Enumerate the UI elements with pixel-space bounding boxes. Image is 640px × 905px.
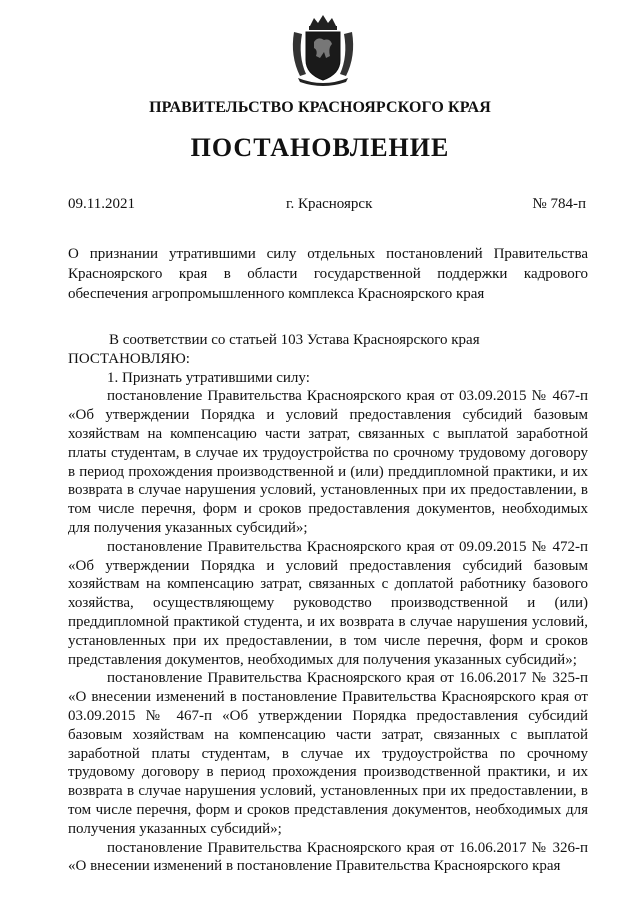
document-type-title: ПОСТАНОВЛЕНИЕ [190, 133, 450, 162]
krasnoyarsk-coat-of-arms-icon [288, 12, 358, 88]
list-item-resolution-325: постановление Правительства Красноярского края от 16.06.2017 № 325-п «О внесении изменений в постановление Правительства Красноярского края от 03.09.2015 № 467-п «Об утверждении Порядка предоставления субсидий базовым хозяйствам на компенсацию части затрат, связанных с выплатой заработной платы студентам, в случае их трудоустройства по срочному трудовому договору в период прохождения производственной практики, и их возврата в случае нарушения условий, установленных при их предоставлении, в том числе перечня, форм и сроков представления документов, необходимых для получения указанных субсидий»; [68, 670, 588, 837]
document-date: 09.11.2021 [68, 196, 135, 212]
list-item-resolution-472: постановление Правительства Красноярского края от 09.09.2015 № 472-п «Об утверждении Порядка и условий предоставления субсидий базовым хозяйствам на компенсацию затрат, связанных с доплатой работнику базового хозяйства, осуществляющему руководство производственной и (или) преддипломной практикой студента, и их возврата в случае нарушения условий, установленных при их предоставлении, в том числе перечня, форм и сроков представления документов, необходимых для получения указанных субсидий»; [68, 538, 588, 668]
list-item-resolution-467: постановление Правительства Красноярского края от 03.09.2015 № 467-п «Об утверждении Порядка и условий предоставления субсидий базовым хозяйствам на компенсацию части затрат, связанных с выплатой заработной платы студентам, в случае их трудоустройства по срочному трудовому договору в период прохождения производственной и (или) преддипломной практики, и их возврата в случае нарушения условий, установленных при их предоставлении, в том числе перечня, форм и сроков предоставления документов, необходимых для получения указанных субсидий»; [68, 388, 588, 536]
document-subject: О признании утратившими силу отдельных постановлений Правительства Красноярского края в области государственной поддержки кадрового обеспечения агропромышленного комплекса Красноярского края [68, 246, 588, 302]
document-body [68, 331, 588, 876]
intro-paragraph: В соответствии со статьей 103 Устава Красноярского края [109, 332, 480, 348]
document-number: № 784-п [532, 196, 586, 212]
list-item-resolution-326: постановление Правительства Красноярского края от 16.06.2017 № 326-п «О внесении изменений в постановление Правительства Красноярского края [68, 839, 588, 875]
document-city: г. Красноярск [286, 196, 373, 212]
item-1-heading: 1. Признать утратившими силу: [107, 369, 310, 386]
decree-word: ПОСТАНОВЛЯЮ: [68, 350, 190, 367]
government-name: ПРАВИТЕЛЬСТВО КРАСНОЯРСКОГО КРАЯ [149, 99, 491, 116]
